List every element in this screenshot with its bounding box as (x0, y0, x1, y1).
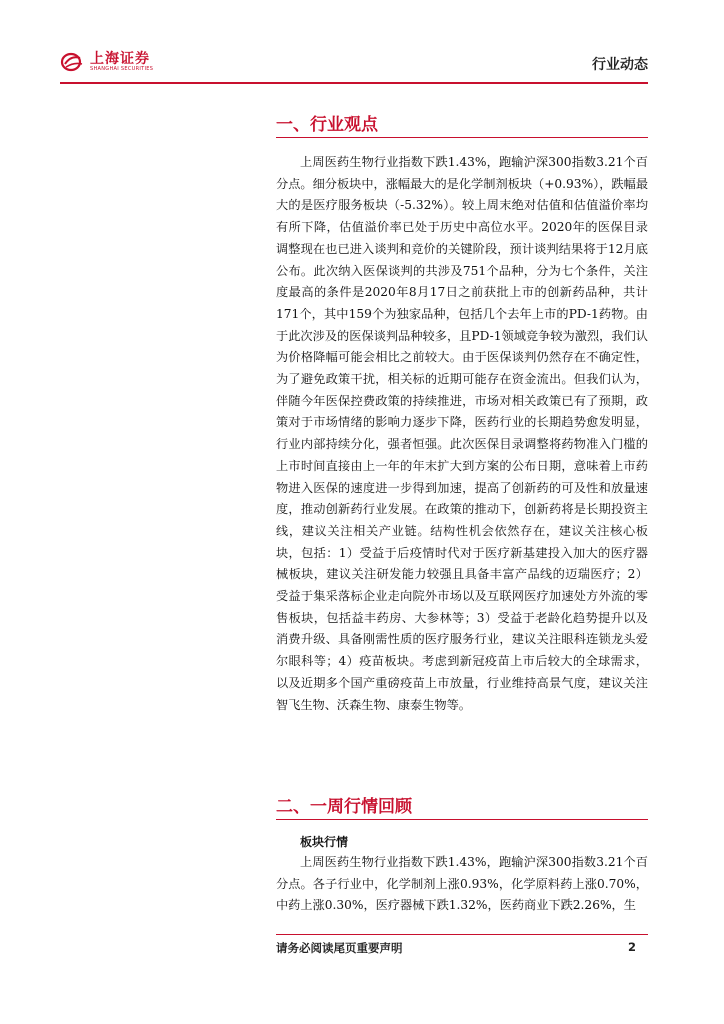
brand-logo-icon (60, 52, 86, 72)
brand-name-en: SHANGHAI SECURITIES (90, 66, 154, 72)
footer-divider (276, 934, 648, 935)
subheading-sector-market: 板块行情 (300, 835, 349, 849)
page-header (60, 50, 648, 82)
section-title-weekly-review: 二、一周行情回顾 (276, 797, 412, 817)
section-title-industry-view: 一、行业观点 (276, 115, 378, 135)
section-divider (276, 819, 648, 820)
brand-logo (60, 52, 153, 72)
document-type-label: 行业动态 (592, 57, 648, 73)
industry-view-paragraph: 上周医药生物行业指数下跌1.43%，跑输沪深300指数3.21个百分点。细分板块中，涨幅最大的是化学制剂板块（+0.93%），跌幅最大的是医疗服务板块（-5.32%）。较上周末绝对估值和估值溢价率均有所下降，估值溢价率已处于历史中高位水平。2020年的医保目录调整现在也已进入谈判和竞价的关键阶段，预计谈判结果将于12月底公布。此次纳入医保谈判的共涉及751个品种，分为七个条件，关注度最高的条件是2020年8月17日之前获批上市的创新药品种，共计171个，其中159个为独家品种，包括几个去年上市的PD-1药物。由于此次涉及的医保谈判品种较多，且PD-1领域竞争较为激烈，我们认为价格降幅可能会相比之前较大。由于医保谈判仍然存在不确定性，为了避免政策干扰，相关标的近期可能存在资金流出。但我们认为，伴随今年医保控费政策的持续推进，市场对相关政策已有了预期，政策对于市场情绪的影响力逐步下降，医药行业的长期趋势愈发明显，行业内部持续分化，强者恒强。此次医保目录调整将药物准入门槛的上市时间直接由上一年的年末扩大到方案的公布日期，意味着上市药物进入医保的速度进一步得到加速，提高了创新药的可及性和放量速度，推动创新药行业发展。在政策的推动下，创新药将是长期投资主线，建议关注相关产业链。结构性机会依然存在，建议关注核心板块，包括：1）受益于后疫情时代对于医疗新基建投入加大的医疗器械板块，建议关注研发能力较强且具备丰富产品线的迈瑞医疗；2）受益于集采落标企业走向院外市场以及互联网医疗加速处方外流的零售板块，包括益丰药房、大参林等；3）受益于老龄化趋势提升以及消费升级、具备刚需性质的医疗服务行业，建议关注眼科连锁龙头爱尔眼科等；4）疫苗板块。考虑到新冠疫苗上市后较大的全球需求，以及近期多个国产重磅疫苗上市放量，行业维持高景气度，建议关注智飞生物、沃森生物、康泰生物等。 (276, 155, 648, 712)
disclaimer-note: 请务必阅读尾页重要声明 (276, 941, 403, 955)
page-number: 2 (628, 940, 637, 954)
header-divider (60, 82, 648, 84)
brand-name-cn: 上海证券 (90, 51, 150, 67)
weekly-review-paragraph: 上周医药生物行业指数下跌1.43%，跑输沪深300指数3.21个百分点。各子行业中，化学制剂上涨0.93%，化学原料药上涨0.70%，中药上涨0.30%，医疗器械下跌1.32%，医药商业下跌2.26%，生 (276, 855, 648, 913)
section-divider (276, 137, 648, 138)
